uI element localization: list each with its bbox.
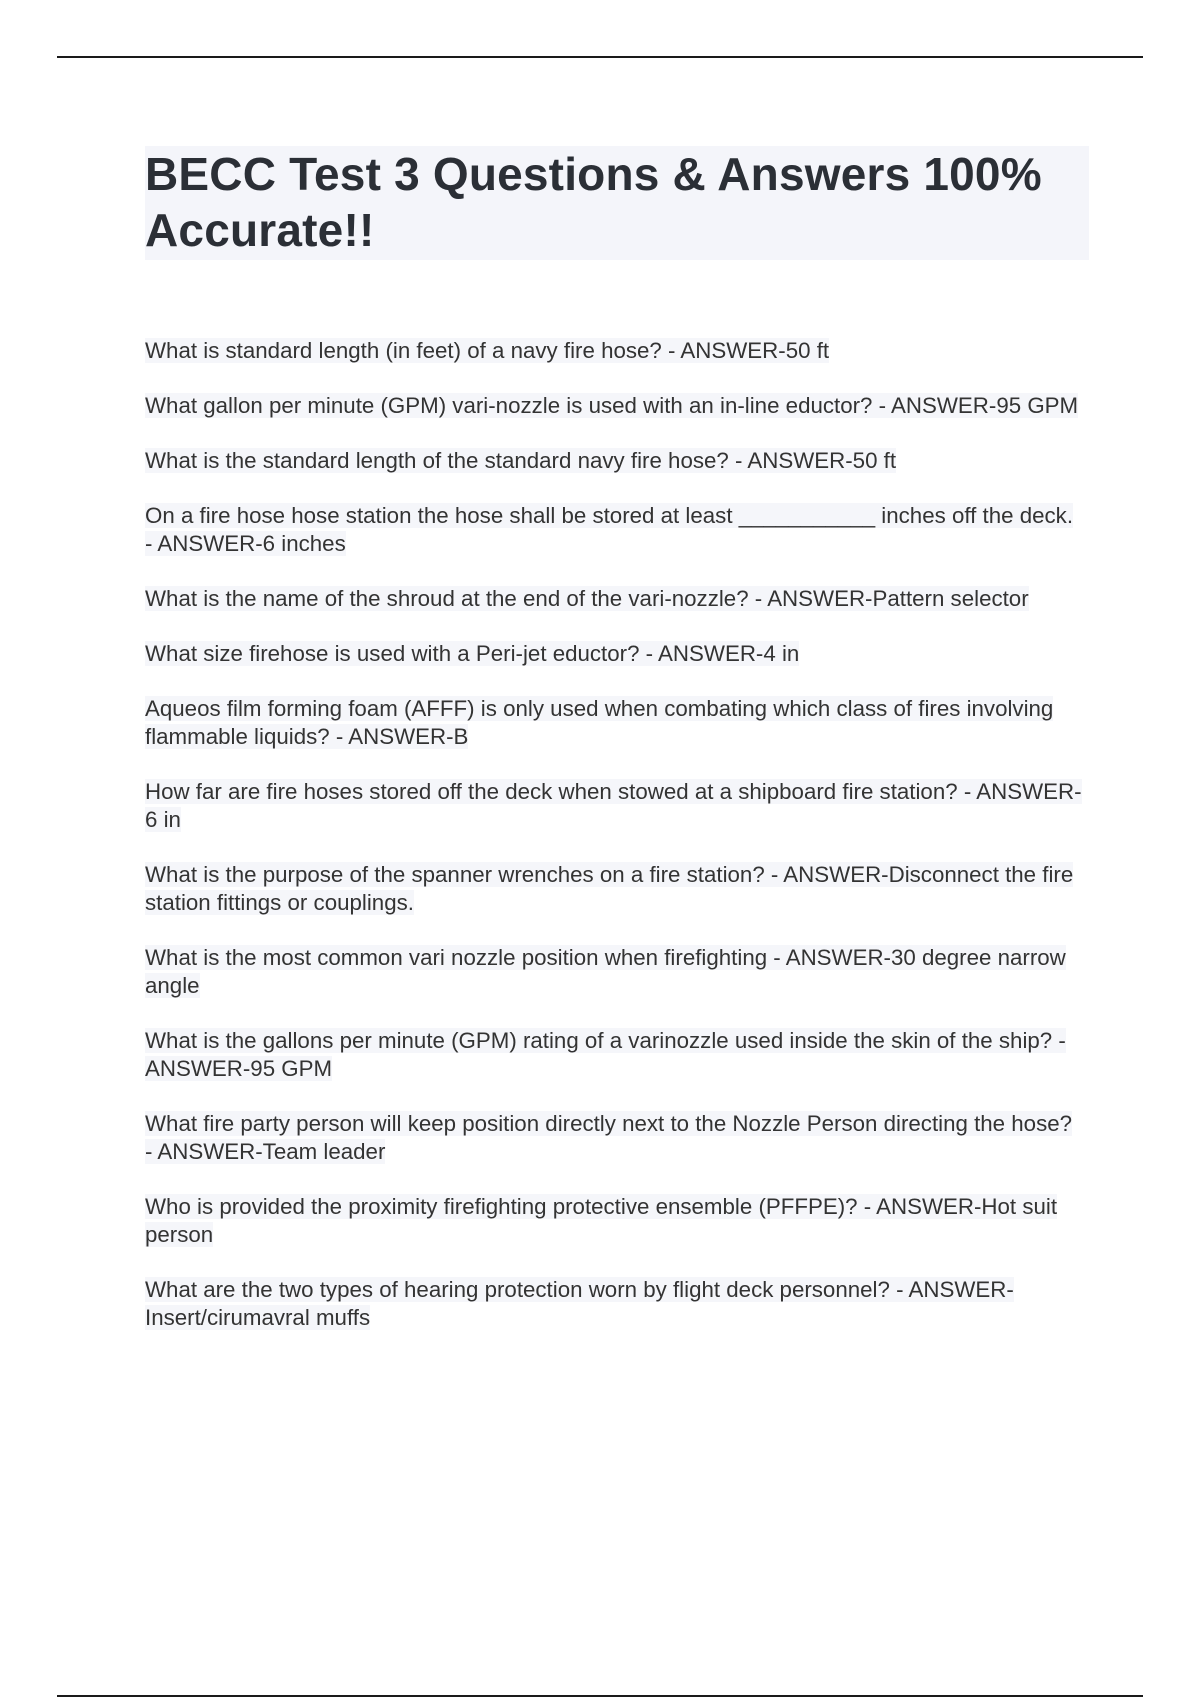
title-block	[145, 146, 1089, 260]
qa-item	[145, 1193, 1085, 1249]
qa-item	[145, 337, 1085, 365]
qa-item	[145, 1110, 1085, 1166]
qa-list	[145, 337, 1085, 1359]
qa-item	[145, 585, 1085, 613]
qa-text: What is the most common vari nozzle position when firefighting - ANSWER-30 degree narrow angle	[145, 945, 1066, 998]
qa-text: What is the name of the shroud at the end of the vari-nozzle? - ANSWER-Pattern selector	[145, 586, 1029, 611]
qa-text: Who is provided the proximity firefighting protective ensemble (PFFPE)? - ANSWER-Hot suit person	[145, 1194, 1058, 1247]
qa-item	[145, 1276, 1085, 1332]
qa-item	[145, 695, 1085, 751]
bottom-divider	[57, 1695, 1143, 1697]
qa-item	[145, 502, 1085, 558]
document-title: BECC Test 3 Questions & Answers 100% Accurate!!	[145, 148, 1042, 256]
qa-text: What is the purpose of the spanner wrenches on a fire station? - ANSWER-Disconnect the fire station fittings or couplings.	[145, 862, 1074, 915]
qa-item	[145, 447, 1085, 475]
qa-text: What is the standard length of the standard navy fire hose? - ANSWER-50 ft	[145, 448, 897, 473]
qa-text: What is standard length (in feet) of a navy fire hose? - ANSWER-50 ft	[145, 338, 830, 363]
top-divider	[57, 56, 1143, 58]
qa-text: What are the two types of hearing protection worn by flight deck personnel? - ANSWER-Insert/cirumavral muffs	[145, 1277, 1014, 1330]
qa-text: On a fire hose hose station the hose shall be stored at least ___________ inches off the deck. - ANSWER-6 inches	[145, 503, 1074, 556]
qa-item	[145, 778, 1085, 834]
qa-item	[145, 861, 1085, 917]
qa-item	[145, 944, 1085, 1000]
qa-item	[145, 392, 1085, 420]
qa-text: What gallon per minute (GPM) vari-nozzle is used with an in-line eductor? - ANSWER-95 GPM	[145, 393, 1079, 418]
qa-text: What fire party person will keep position directly next to the Nozzle Person directing the hose? - ANSWER-Team leader	[145, 1111, 1073, 1164]
qa-text: What size firehose is used with a Peri-jet eductor? - ANSWER-4 in	[145, 641, 800, 666]
qa-text: What is the gallons per minute (GPM) rating of a varinozzle used inside the skin of the ship? - ANSWER-95 GPM	[145, 1028, 1066, 1081]
qa-text: Aqueos film forming foam (AFFF) is only used when combating which class of fires involving flammable liquids? - ANSWER-B	[145, 696, 1054, 749]
qa-item	[145, 640, 1085, 668]
qa-item	[145, 1027, 1085, 1083]
qa-text: How far are fire hoses stored off the deck when stowed at a shipboard fire station? - ANSWER-6 in	[145, 779, 1082, 832]
